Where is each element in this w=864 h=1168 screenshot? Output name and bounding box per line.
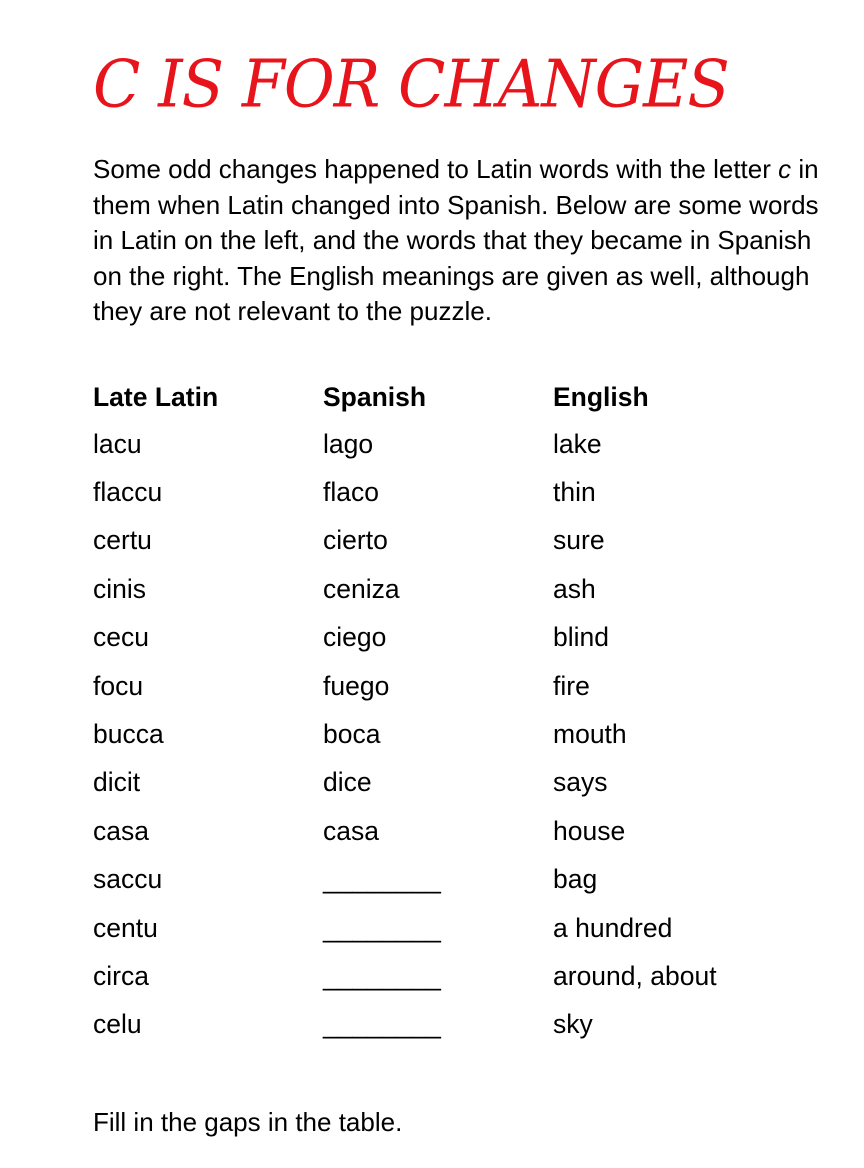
table-row xyxy=(93,614,823,662)
latin-cell: celu xyxy=(93,1009,142,1040)
english-cell: sky xyxy=(553,1009,593,1040)
table-row xyxy=(93,759,823,807)
table-row xyxy=(93,662,823,710)
latin-cell: focu xyxy=(93,670,144,701)
spanish-blank: ________ xyxy=(323,912,441,943)
spanish-cell: lago xyxy=(323,428,374,459)
intro-letter: c xyxy=(778,154,792,184)
header-spanish: Spanish xyxy=(323,381,427,412)
english-cell: says xyxy=(553,767,608,798)
table-row xyxy=(93,517,823,565)
word-table xyxy=(93,374,823,1049)
english-cell: sure xyxy=(553,525,605,556)
latin-cell: casa xyxy=(93,815,149,846)
latin-cell: dicit xyxy=(93,767,141,798)
table-row xyxy=(93,856,823,904)
english-cell: bag xyxy=(553,864,598,895)
spanish-blank: ________ xyxy=(323,864,441,895)
table-row xyxy=(93,420,823,468)
instruction-text: Fill in the gaps in the table. xyxy=(93,1107,403,1137)
latin-cell: cecu xyxy=(93,622,149,653)
latin-cell: saccu xyxy=(93,864,163,895)
english-cell: a hundred xyxy=(553,912,673,943)
table-row xyxy=(93,565,823,613)
intro-text-end: in them when Latin changed into Spanish. Below are some words in Latin on the left, and the words that they became in Spanish on the right. The English meanings are given as well, although they are not relevant to the puzzle. xyxy=(93,154,819,327)
table-row xyxy=(93,904,823,952)
english-cell: ash xyxy=(553,573,596,604)
header-late-latin: Late Latin xyxy=(93,381,219,412)
latin-cell: certu xyxy=(93,525,152,556)
table-row xyxy=(93,807,823,855)
spanish-blank: ________ xyxy=(323,960,441,991)
latin-cell: bucca xyxy=(93,719,164,750)
header-english: English xyxy=(553,381,649,412)
latin-cell: cinis xyxy=(93,573,147,604)
latin-cell: lacu xyxy=(93,428,142,459)
english-cell: around, about xyxy=(553,960,717,991)
table-row xyxy=(93,710,823,758)
spanish-cell: boca xyxy=(323,719,381,750)
english-cell: blind xyxy=(553,622,609,653)
spanish-cell: ciego xyxy=(323,622,387,653)
intro-text-start: Some odd changes happened to Latin words with the letter xyxy=(93,154,779,184)
spanish-blank: ________ xyxy=(323,1009,441,1040)
spanish-cell: fuego xyxy=(323,670,390,701)
english-cell: mouth xyxy=(553,719,627,750)
spanish-cell: ceniza xyxy=(323,573,400,604)
english-cell: lake xyxy=(553,428,602,459)
english-cell: thin xyxy=(553,477,596,508)
page-title: C IS FOR CHANGES xyxy=(93,45,729,123)
table-row xyxy=(93,468,823,516)
english-cell: fire xyxy=(553,670,590,701)
intro-paragraph xyxy=(93,152,823,330)
spanish-cell: cierto xyxy=(323,525,388,556)
latin-cell: centu xyxy=(93,912,158,943)
latin-cell: flaccu xyxy=(93,477,163,508)
spanish-cell: dice xyxy=(323,767,372,798)
table-row xyxy=(93,1001,823,1049)
english-cell: house xyxy=(553,815,626,846)
spanish-cell: flaco xyxy=(323,477,379,508)
latin-cell: circa xyxy=(93,960,149,991)
spanish-cell: casa xyxy=(323,815,379,846)
table-row xyxy=(93,952,823,1000)
table-header-row xyxy=(93,374,823,420)
